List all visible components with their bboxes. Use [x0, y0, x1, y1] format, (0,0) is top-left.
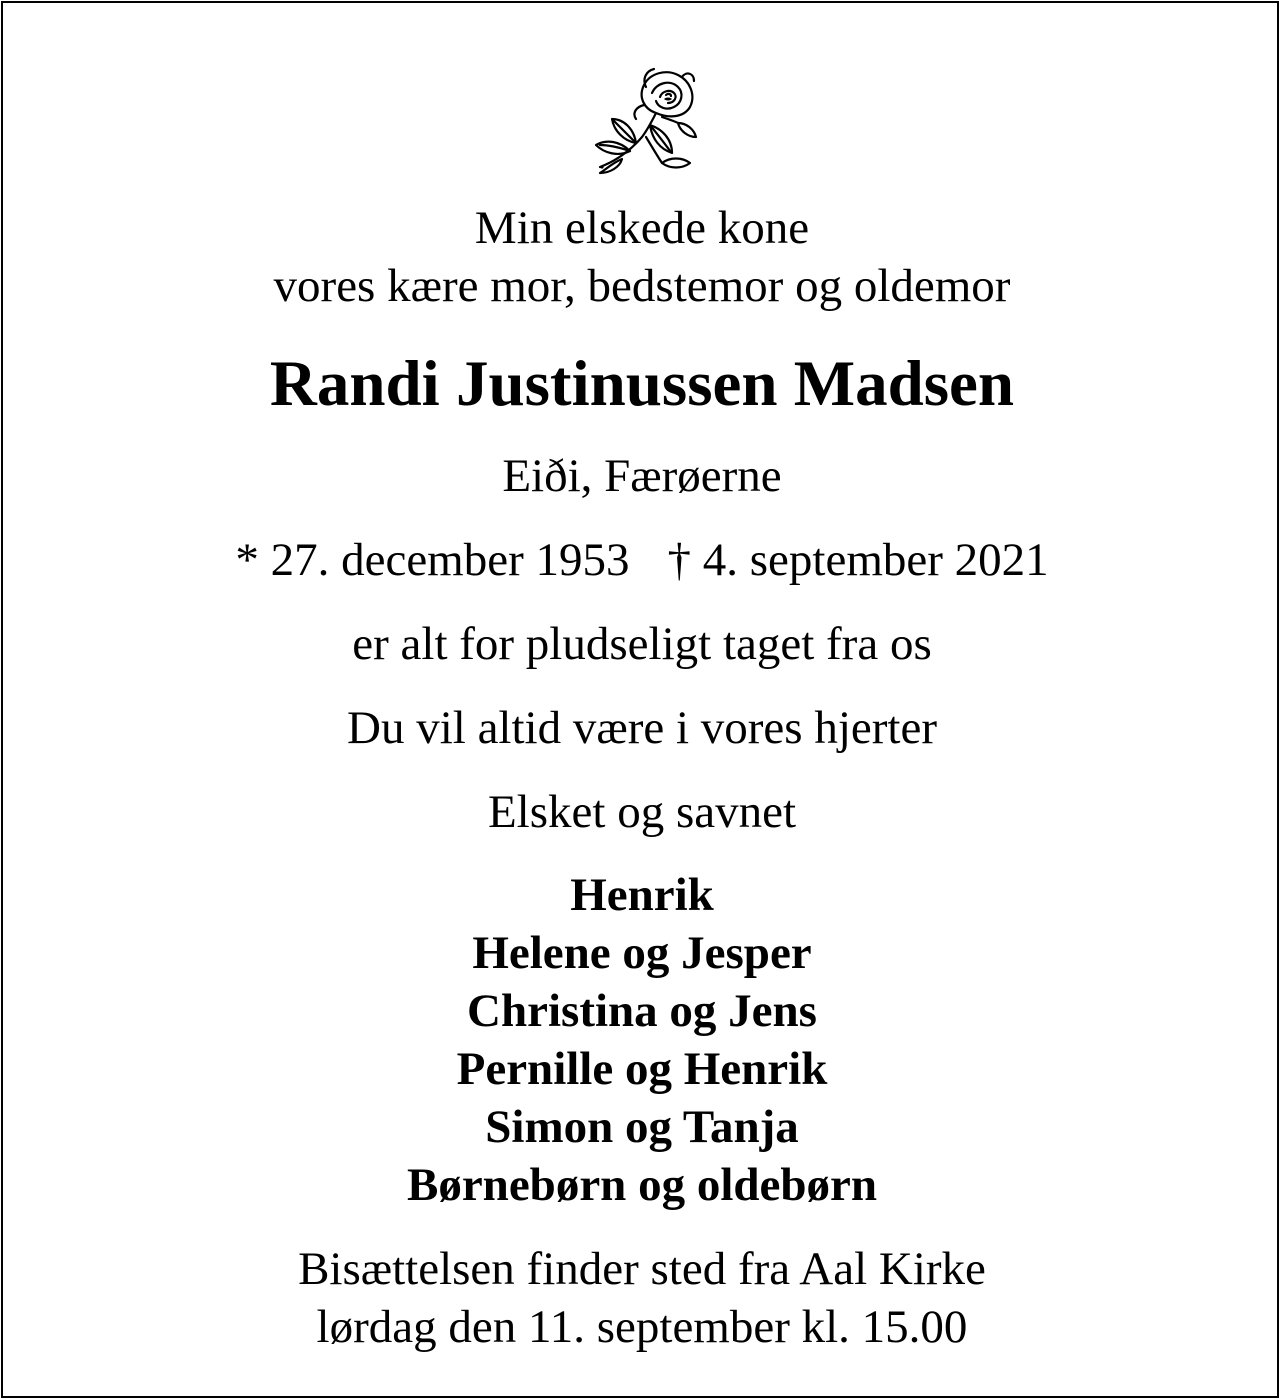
- deceased-place: Eiði, Færøerne: [502, 450, 782, 502]
- funeral-line-2: lørdag den 11. september kl. 15.00: [316, 1301, 968, 1353]
- birth-date: * 27. december 1953: [235, 534, 630, 586]
- obituary-frame: [1, 1, 1279, 1398]
- deceased-name: Randi Justinussen Madsen: [269, 348, 1015, 420]
- intro-line-1: Min elskede kone: [474, 202, 810, 254]
- death-date: † 4. september 2021: [667, 534, 1049, 586]
- family-member: Christina og Jens: [467, 985, 817, 1037]
- verse-line: Du vil altid være i vores hjerter: [347, 702, 937, 754]
- verse-line: Elsket og savnet: [487, 786, 797, 838]
- verse-line: er alt for pludseligt taget fra os: [352, 618, 932, 670]
- intro-line-2: vores kære mor, bedstemor og oldemor: [273, 260, 1011, 312]
- life-dates: [3, 531, 1280, 589]
- rose-icon: [586, 63, 702, 175]
- family-member: Børnebørn og oldebørn: [406, 1159, 878, 1211]
- family-member: Helene og Jesper: [472, 927, 812, 979]
- family-member: Pernille og Henrik: [456, 1043, 828, 1095]
- funeral-line-1: Bisættelsen finder sted fra Aal Kirke: [298, 1243, 986, 1295]
- family-member: Henrik: [570, 869, 714, 921]
- family-member: Simon og Tanja: [485, 1101, 799, 1153]
